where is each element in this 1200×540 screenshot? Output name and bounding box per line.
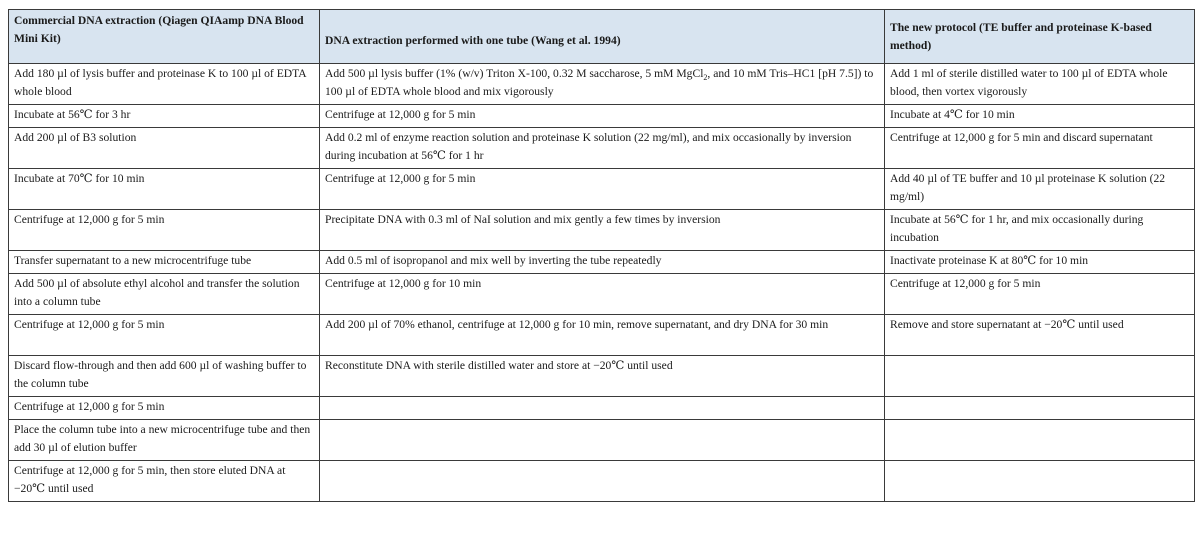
header-one-tube-method: DNA extraction performed with one tube (Wang et al. 1994) [320,10,885,64]
header-commercial-kit: Commercial DNA extraction (Qiagen QIAamp DNA Blood Mini Kit) [9,10,320,64]
table-row [9,420,1195,461]
subscript: 2 [703,73,708,82]
table-row [9,397,1195,420]
table-row [9,210,1195,251]
table-row [9,251,1195,274]
table-cell: Add 200 µl of 70% ethanol, centrifuge at 12,000 g for 10 min, remove supernatant, and dry DNA for 30 min [320,315,885,356]
table-row [9,356,1195,397]
table-row [9,169,1195,210]
table-cell: Add 200 µl of B3 solution [9,128,320,169]
table-cell: Add 180 µl of lysis buffer and proteinase K to 100 µl of EDTA whole blood [9,64,320,105]
protocol-comparison-table [8,9,1195,502]
table-cell: Centrifuge at 12,000 g for 10 min [320,274,885,315]
table-cell: Centrifuge at 12,000 g for 5 min [9,315,320,356]
table-row [9,274,1195,315]
table-cell: Centrifuge at 12,000 g for 5 min [320,105,885,128]
table-cell: Place the column tube into a new microcentrifuge tube and then add 30 µl of elution buffer [9,420,320,461]
table-cell [885,397,1195,420]
table-cell: Add 1 ml of sterile distilled water to 100 µl of EDTA whole blood, then vortex vigorously [885,64,1195,105]
table-row [9,315,1195,356]
table-row [9,461,1195,502]
header-new-protocol: The new protocol (TE buffer and proteinase K-based method) [885,10,1195,64]
table-cell: Incubate at 4℃ for 10 min [885,105,1195,128]
table-cell: Reconstitute DNA with sterile distilled water and store at −20℃ until used [320,356,885,397]
table-cell: Precipitate DNA with 0.3 ml of NaI solution and mix gently a few times by inversion [320,210,885,251]
table-cell: Centrifuge at 12,000 g for 5 min, then store eluted DNA at −20℃ until used [9,461,320,502]
table-cell: Centrifuge at 12,000 g for 5 min [885,274,1195,315]
table-cell: Centrifuge at 12,000 g for 5 min [9,210,320,251]
table-cell: Transfer supernatant to a new microcentrifuge tube [9,251,320,274]
table-cell: Incubate at 56℃ for 3 hr [9,105,320,128]
table-cell: Centrifuge at 12,000 g for 5 min and discard supernatant [885,128,1195,169]
table-cell: Add 0.5 ml of isopropanol and mix well by inverting the tube repeatedly [320,251,885,274]
table-cell: Add 500 µl lysis buffer (1% (w/v) Triton X-100, 0.32 M saccharose, 5 mM MgCl$_2$, and 10 mM Tris–HC1 [pH 7.5]) to 100 µl of EDTA whole blood and mix vigorously [320,64,885,105]
table-cell: Remove and store supernatant at −20℃ until used [885,315,1195,356]
table-cell [885,420,1195,461]
table-header-row [9,10,1195,64]
table-row [9,105,1195,128]
table-cell [320,397,885,420]
table-row [9,128,1195,169]
table-cell: Centrifuge at 12,000 g for 5 min [9,397,320,420]
table-row [9,64,1195,105]
table-cell: Inactivate proteinase K at 80℃ for 10 min [885,251,1195,274]
table-cell: Incubate at 70℃ for 10 min [9,169,320,210]
table-cell [885,461,1195,502]
table-cell: Incubate at 56℃ for 1 hr, and mix occasionally during incubation [885,210,1195,251]
table-cell [320,420,885,461]
table-cell: Add 40 µl of TE buffer and 10 µl proteinase K solution (22 mg/ml) [885,169,1195,210]
table-cell: Centrifuge at 12,000 g for 5 min [320,169,885,210]
table-cell: Discard flow-through and then add 600 µl of washing buffer to the column tube [9,356,320,397]
table-cell: Add 500 µl of absolute ethyl alcohol and transfer the solution into a column tube [9,274,320,315]
table-cell [320,461,885,502]
table-cell [885,356,1195,397]
table-cell: Add 0.2 ml of enzyme reaction solution and proteinase K solution (22 mg/ml), and mix occasionally by inversion during incubation at 56℃ for 1 hr [320,128,885,169]
